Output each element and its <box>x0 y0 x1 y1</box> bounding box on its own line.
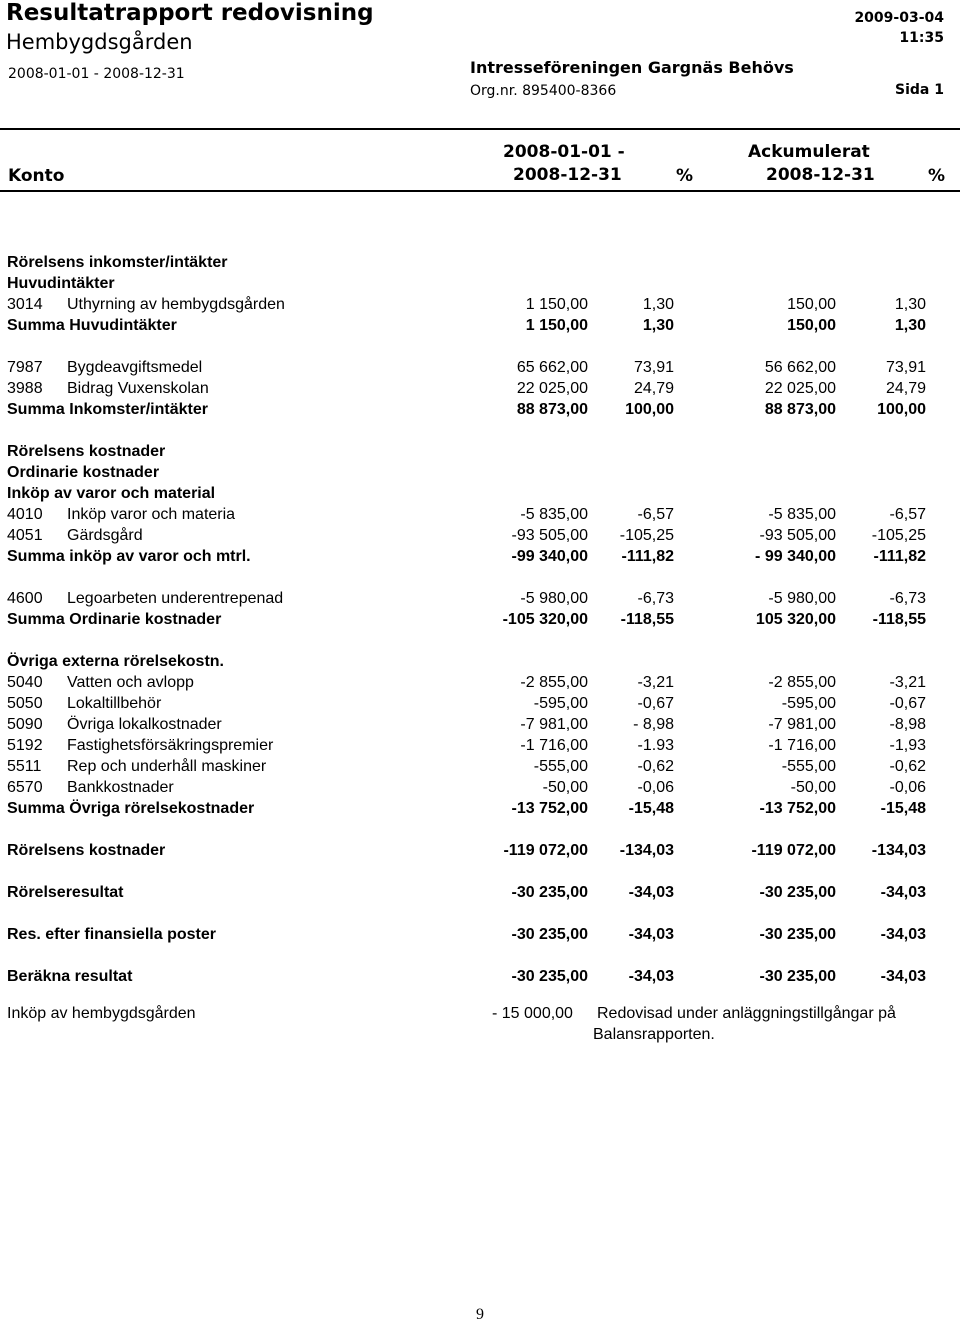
row-label: Res. efter finansiella poster <box>7 926 216 943</box>
accumulated-amount: 150,00 <box>787 317 836 334</box>
summary-row <box>0 609 960 630</box>
period-percent: 73,91 <box>633 359 674 376</box>
period-amount: -105 320,00 <box>502 611 588 628</box>
accumulated-amount: 56 662,00 <box>764 359 836 376</box>
account-row <box>0 357 960 378</box>
purchase-amount: - 15 000,00 <box>492 1005 573 1022</box>
account-number: 3014 <box>7 296 43 313</box>
account-name: Bidrag Vuxenskolan <box>67 380 209 397</box>
period-amount: -119 072,00 <box>503 842 588 859</box>
accumulated-percent: 24,79 <box>885 380 926 397</box>
accumulated-amount: -50,00 <box>790 779 836 796</box>
account-number: 4051 <box>7 527 43 544</box>
accumulated-amount: -595,00 <box>781 695 836 712</box>
period-percent: -15,48 <box>628 800 674 817</box>
account-name: Fastighetsförsäkringspremier <box>67 737 274 754</box>
account-number: 7987 <box>7 359 43 376</box>
accumulated-amount: -93 505,00 <box>759 527 836 544</box>
row-label: Rörelsens kostnader <box>7 443 166 460</box>
period-amount: -50,00 <box>542 779 588 796</box>
period-amount: -99 340,00 <box>511 548 588 565</box>
purchase-label: Inköp av hembygdsgården <box>7 1005 196 1022</box>
period-amount: -30 235,00 <box>511 926 588 943</box>
accumulated-amount: -13 752,00 <box>759 800 836 817</box>
header-divider-bottom <box>0 190 960 192</box>
column-header-accumulated-date: 2008-12-31 <box>766 165 875 185</box>
account-number: 4010 <box>7 506 43 523</box>
row-label: Summa Huvudintäkter <box>7 317 177 334</box>
account-row <box>0 735 960 756</box>
row-label: Huvudintäkter <box>7 275 115 292</box>
period-percent: -6,73 <box>637 590 674 607</box>
account-name: Gärdsgård <box>67 527 143 544</box>
period-amount: -30 235,00 <box>511 884 588 901</box>
accumulated-percent: -1,93 <box>889 737 926 754</box>
period-percent: -134,03 <box>619 842 674 859</box>
period-amount: -13 752,00 <box>511 800 588 817</box>
report-period: 2008-01-01 - 2008-12-31 <box>8 66 185 82</box>
accumulated-percent: -6,57 <box>889 506 926 523</box>
accumulated-percent: -6,73 <box>889 590 926 607</box>
period-percent: -118,55 <box>620 611 674 628</box>
account-row <box>0 777 960 798</box>
account-row <box>0 294 960 315</box>
account-row <box>0 756 960 777</box>
column-header-konto: Konto <box>8 166 65 186</box>
summary-row <box>0 840 960 861</box>
column-header-pct-accumulated: % <box>928 166 946 186</box>
accumulated-amount: 88 873,00 <box>764 401 836 418</box>
summary-row <box>0 399 960 420</box>
column-header-period-start: 2008-01-01 - <box>503 142 625 162</box>
purchase-note-line2: Balansrapporten. <box>593 1026 715 1043</box>
accumulated-amount: -2 855,00 <box>768 674 836 691</box>
accumulated-percent: -15,48 <box>880 800 926 817</box>
period-amount: -5 980,00 <box>520 590 588 607</box>
section-heading <box>0 462 960 483</box>
period-amount: 22 025,00 <box>516 380 588 397</box>
account-name: Legoarbeten underentrepenad <box>67 590 284 607</box>
accumulated-amount: -119 072,00 <box>751 842 836 859</box>
accumulated-percent: -3,21 <box>889 674 926 691</box>
accumulated-amount: -5 835,00 <box>768 506 836 523</box>
org-number: Org.nr. 895400-8366 <box>470 83 617 99</box>
accumulated-percent: -105,25 <box>871 527 926 544</box>
account-name: Rep och underhåll maskiner <box>67 758 267 775</box>
period-amount: 1 150,00 <box>525 296 588 313</box>
summary-row <box>0 798 960 819</box>
accumulated-percent: -111,82 <box>873 548 926 565</box>
period-percent: 1,30 <box>642 296 674 313</box>
period-percent: -3,21 <box>637 674 674 691</box>
period-amount: -5 835,00 <box>520 506 588 523</box>
period-amount: 88 873,00 <box>516 401 588 418</box>
period-percent: -34,03 <box>628 926 674 943</box>
account-number: 5511 <box>7 758 42 775</box>
accumulated-amount: -7 981,00 <box>768 716 836 733</box>
page-number: 9 <box>476 1306 484 1323</box>
account-row <box>0 693 960 714</box>
row-label: Rörelsens inkomster/intäkter <box>7 254 228 271</box>
row-label: Summa Övriga rörelsekostnader <box>7 800 255 817</box>
row-label: Summa Ordinarie kostnader <box>7 611 222 628</box>
period-percent: -0,62 <box>637 758 674 775</box>
account-row <box>0 588 960 609</box>
section-heading <box>0 483 960 504</box>
accumulated-percent: 1,30 <box>894 296 926 313</box>
section-heading <box>0 441 960 462</box>
accumulated-amount: -30 235,00 <box>759 968 836 985</box>
section-heading <box>0 273 960 294</box>
period-amount: -555,00 <box>533 758 588 775</box>
period-amount: -30 235,00 <box>511 968 588 985</box>
account-row <box>0 378 960 399</box>
column-header-period-end: 2008-12-31 <box>513 165 622 185</box>
period-amount: -93 505,00 <box>511 527 588 544</box>
accumulated-amount: -1 716,00 <box>768 737 836 754</box>
accumulated-percent: -0,06 <box>889 779 926 796</box>
accumulated-amount: 105 320,00 <box>755 611 836 628</box>
accumulated-percent: 100,00 <box>877 401 926 418</box>
account-name: Lokaltillbehör <box>67 695 162 712</box>
account-number: 4600 <box>7 590 43 607</box>
account-number: 5090 <box>7 716 43 733</box>
period-percent: -105,25 <box>619 527 674 544</box>
row-label: Övriga externa rörelsekostn. <box>7 653 224 670</box>
account-row <box>0 525 960 546</box>
period-percent: - 8,98 <box>633 716 674 733</box>
row-label: Beräkna resultat <box>7 968 133 985</box>
accumulated-percent: -134,03 <box>871 842 926 859</box>
organization-name: Hembygdsgården <box>6 30 193 54</box>
accumulated-amount: -30 235,00 <box>759 926 836 943</box>
period-percent: -0,67 <box>637 695 674 712</box>
account-number: 6570 <box>7 779 43 796</box>
row-label: Rörelseresultat <box>7 884 124 901</box>
accumulated-amount: - 99 340,00 <box>755 548 836 565</box>
period-amount: -595,00 <box>533 695 588 712</box>
period-amount: 65 662,00 <box>516 359 588 376</box>
period-percent: -1.93 <box>637 737 674 754</box>
account-name: Inköp varor och materia <box>67 506 236 523</box>
account-name: Bankkostnader <box>67 779 174 796</box>
accumulated-amount: -555,00 <box>781 758 836 775</box>
account-row <box>0 504 960 525</box>
print-date: 2009-03-04 <box>854 10 944 26</box>
report-title: Resultatrapport redovisning <box>6 0 374 26</box>
summary-row <box>0 546 960 567</box>
accumulated-percent: -0,67 <box>889 695 926 712</box>
summary-row <box>0 882 960 903</box>
row-label: Inköp av varor och material <box>7 485 216 502</box>
accumulated-percent: -34,03 <box>880 968 926 985</box>
account-number: 3988 <box>7 380 43 397</box>
period-percent: 1,30 <box>642 317 674 334</box>
account-name: Uthyrning av hembygdsgården <box>67 296 285 313</box>
period-percent: 24,79 <box>633 380 674 397</box>
purchase-note-line1: Redovisad under anläggningstillgångar på <box>597 1005 896 1022</box>
header-divider-top <box>0 128 960 130</box>
accumulated-amount: -5 980,00 <box>768 590 836 607</box>
column-header-pct: % <box>676 166 694 186</box>
accumulated-percent: 73,91 <box>885 359 926 376</box>
accumulated-percent: -0,62 <box>889 758 926 775</box>
summary-row <box>0 966 960 987</box>
company-name: Intresseföreningen Gargnäs Behövs <box>470 58 794 77</box>
period-percent: -6,57 <box>637 506 674 523</box>
accumulated-percent: 1,30 <box>894 317 926 334</box>
accumulated-amount: -30 235,00 <box>759 884 836 901</box>
account-name: Bygdeavgiftsmedel <box>67 359 203 376</box>
period-amount: 1 150,00 <box>525 317 588 334</box>
period-percent: -0,06 <box>637 779 674 796</box>
period-percent: -34,03 <box>628 884 674 901</box>
accumulated-percent: -118,55 <box>872 611 926 628</box>
account-name: Övriga lokalkostnader <box>67 716 222 733</box>
column-header-accumulated: Ackumulerat <box>748 142 870 162</box>
print-time: 11:35 <box>899 30 944 46</box>
period-percent: 100,00 <box>625 401 674 418</box>
period-amount: -2 855,00 <box>520 674 588 691</box>
period-amount: -7 981,00 <box>520 716 588 733</box>
account-number: 5050 <box>7 695 43 712</box>
row-label: Summa Inkomster/intäkter <box>7 401 208 418</box>
accumulated-percent: -34,03 <box>880 884 926 901</box>
account-row <box>0 672 960 693</box>
period-amount: -1 716,00 <box>520 737 588 754</box>
accumulated-percent: -8,98 <box>889 716 926 733</box>
section-heading <box>0 252 960 273</box>
period-percent: -34,03 <box>628 968 674 985</box>
page-label: Sida 1 <box>895 82 944 98</box>
account-name: Vatten och avlopp <box>67 674 194 691</box>
row-label: Rörelsens kostnader <box>7 842 166 859</box>
summary-row <box>0 924 960 945</box>
period-percent: -111,82 <box>621 548 674 565</box>
account-row <box>0 714 960 735</box>
row-label: Summa inköp av varor och mtrl. <box>7 548 251 565</box>
accumulated-amount: 22 025,00 <box>764 380 836 397</box>
accumulated-percent: -34,03 <box>880 926 926 943</box>
accumulated-amount: 150,00 <box>787 296 836 313</box>
section-heading <box>0 651 960 672</box>
row-label: Ordinarie kostnader <box>7 464 160 481</box>
account-number: 5192 <box>7 737 43 754</box>
summary-row <box>0 315 960 336</box>
account-number: 5040 <box>7 674 43 691</box>
